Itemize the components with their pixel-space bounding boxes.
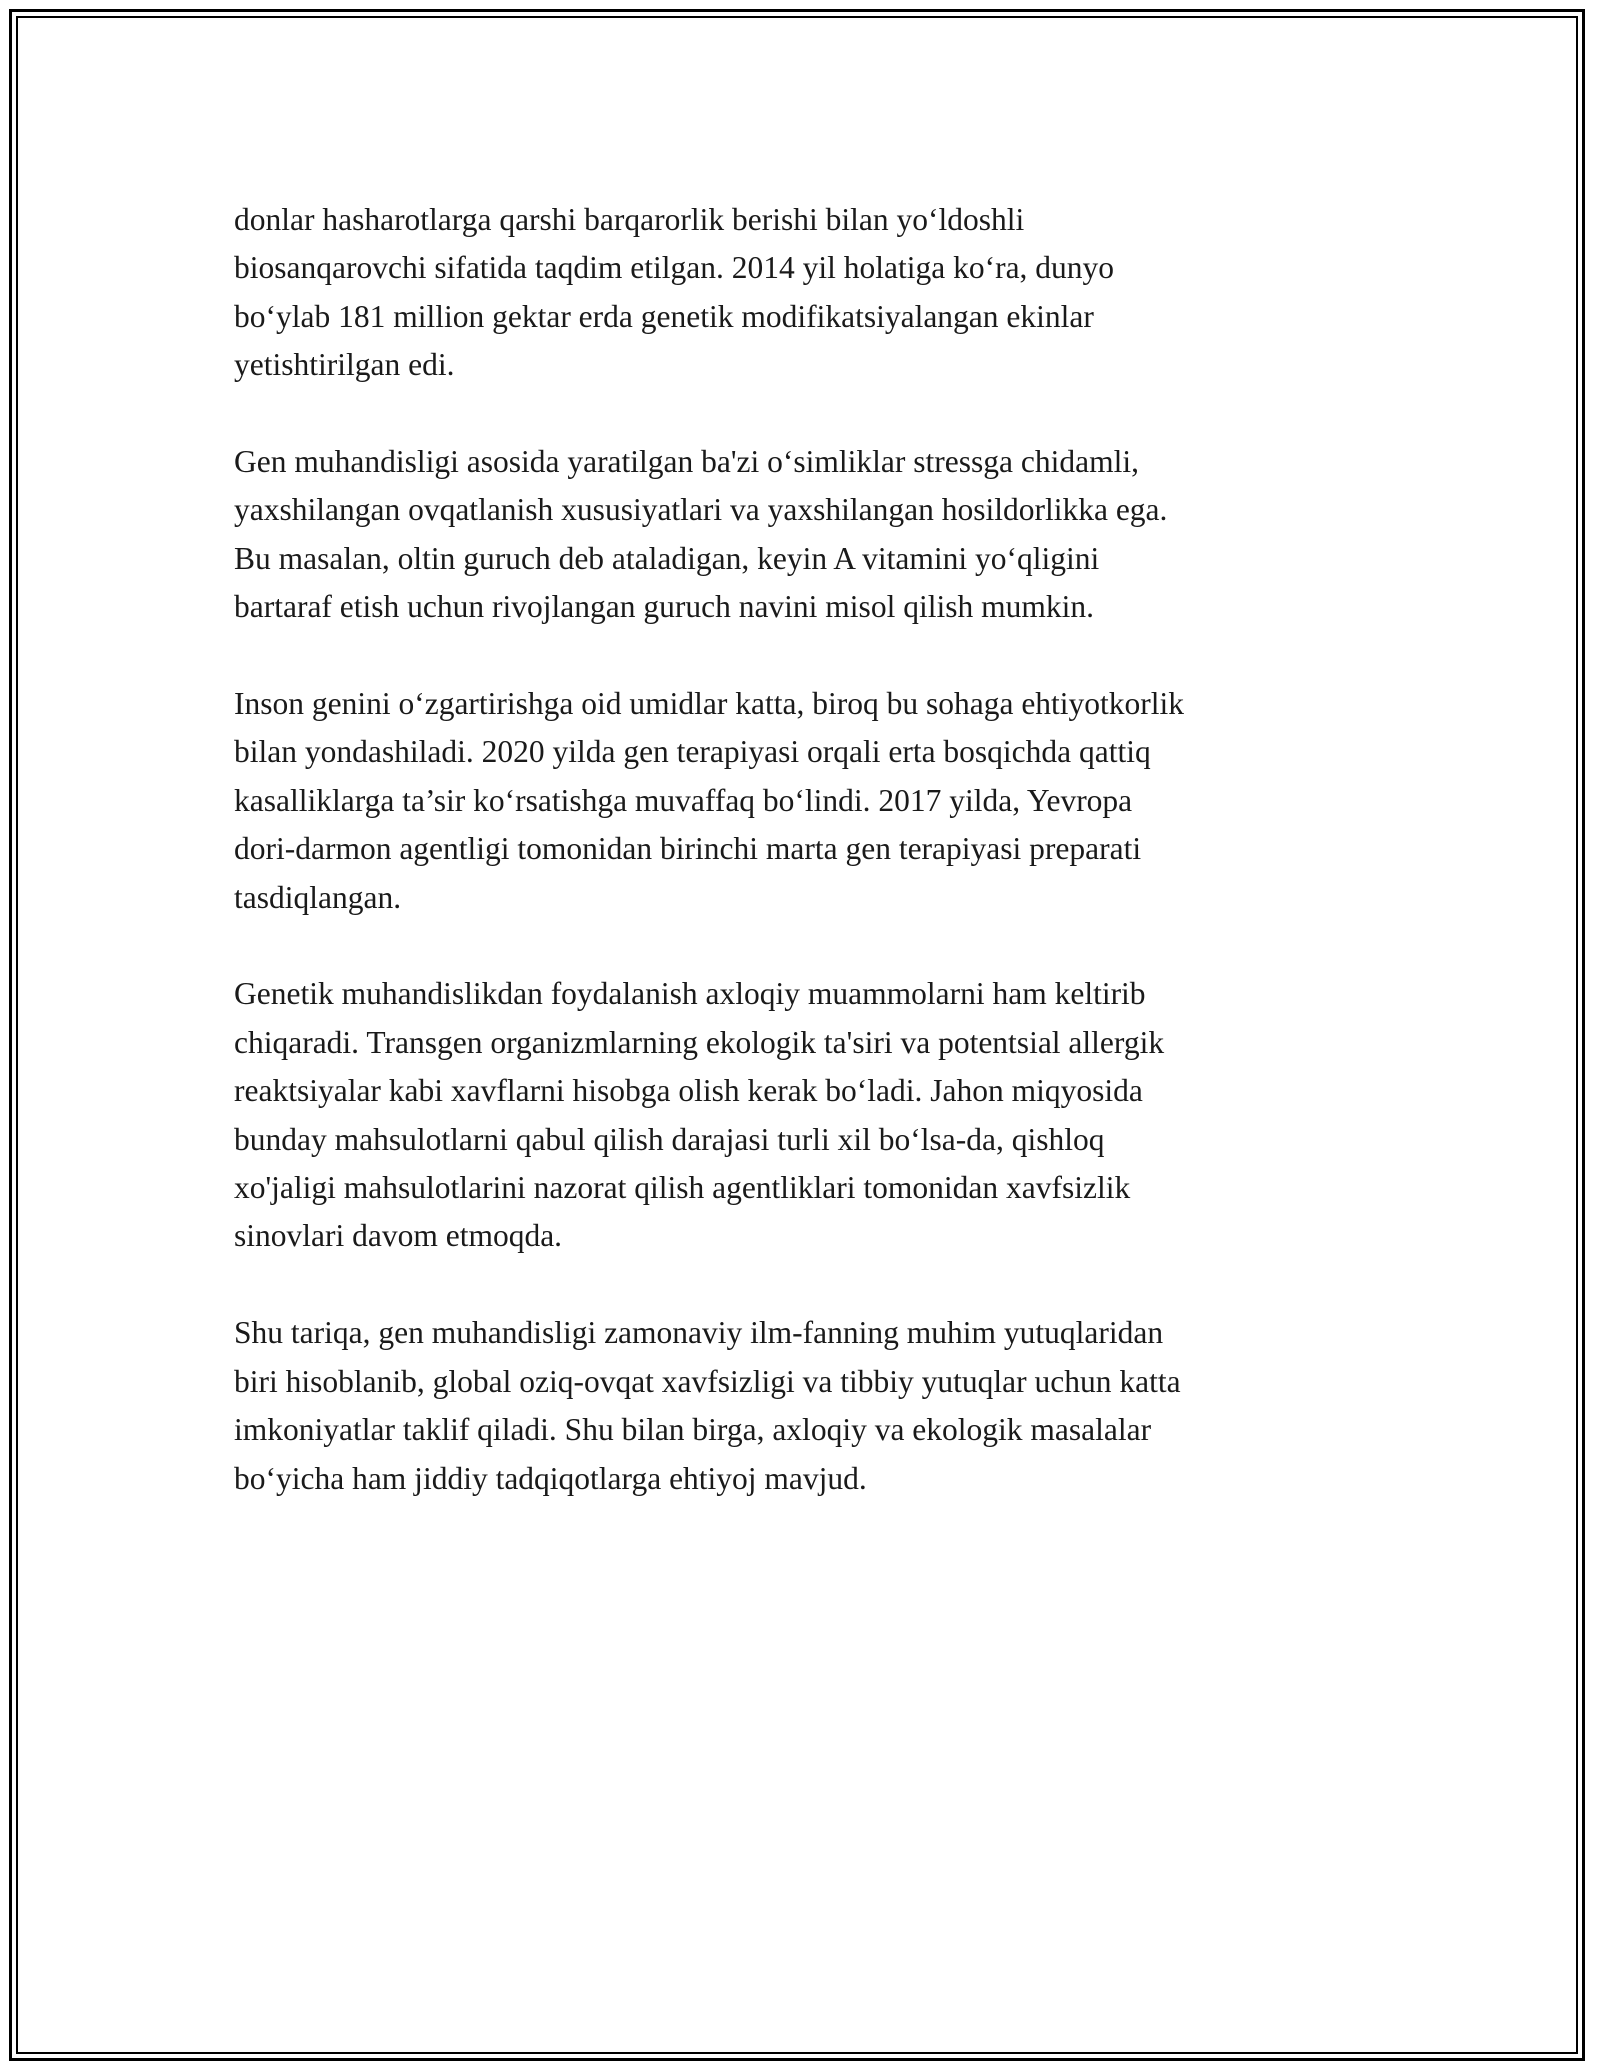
document-page xyxy=(9,9,1585,2061)
text-line: reaktsiyalar kabi xavflarni hisobga olish kerak boʻladi. Jahon miqyosida xyxy=(234,1073,1143,1109)
text-line: yaxshilangan ovqatlanish xususiyatlari va yaxshilangan hosildorlikka ega. xyxy=(234,492,1168,528)
text-line: boʻylab 181 million gektar erda genetik modifikatsiyalangan ekinlar xyxy=(234,298,1094,334)
document-body xyxy=(234,196,1364,1551)
text-line: boʻyicha ham jiddiy tadqiqotlarga ehtiyoj mavjud. xyxy=(234,1460,867,1496)
text-line: yetishtirilgan edi. xyxy=(234,347,455,383)
paragraph-4 xyxy=(234,970,1364,1260)
text-line: biri hisoblanib, global oziq-ovqat xavfsizligi va tibbiy yutuqlar uchun katta xyxy=(234,1363,1181,1399)
text-line: bartaraf etish uchun rivojlangan guruch navini misol qilish mumkin. xyxy=(234,589,1094,625)
text-line: bunday mahsulotlarni qabul qilish darajasi turli xil boʻlsa-da, qishloq xyxy=(234,1121,1105,1157)
text-line: xo'jaligi mahsulotlarini nazorat qilish agentliklari tomonidan xavfsizlik xyxy=(234,1170,1131,1206)
text-line: biosanqarovchi sifatida taqdim etilgan. 2014 yil holatiga koʻra, dunyo xyxy=(234,250,1115,286)
text-line: tasdiqlangan. xyxy=(234,879,402,915)
text-line: Inson genini oʻzgartirishga oid umidlar katta, biroq bu sohaga ehtiyotkorlik xyxy=(234,686,1185,722)
paragraph-5 xyxy=(234,1309,1364,1503)
text-line: donlar hasharotlarga qarshi barqarorlik berishi bilan yoʻldoshli xyxy=(234,202,1025,237)
paragraph-3 xyxy=(234,680,1364,922)
text-line: dori-darmon agentligi tomonidan birinchi marta gen terapiyasi preparati xyxy=(234,831,1142,867)
text-line: sinovlari davom etmoqda. xyxy=(234,1218,563,1254)
text-line: kasalliklarga ta’sir koʻrsatishga muvaffaq boʻlindi. 2017 yilda, Yevropa xyxy=(234,782,1133,818)
paragraph-1 xyxy=(234,196,1364,390)
text-line: Shu tariqa, gen muhandisligi zamonaviy ilm-fanning muhim yutuqlaridan xyxy=(234,1315,1164,1351)
text-line: chiqaradi. Transgen organizmlarning ekologik ta'siri va potentsial allergik xyxy=(234,1024,1165,1060)
text-line: imkoniyatlar taklif qiladi. Shu bilan birga, axloqiy va ekologik masalalar xyxy=(234,1412,1152,1448)
text-line: Genetik muhandislikdan foydalanish axloqiy muammolarni ham keltirib xyxy=(234,976,1146,1012)
text-line: Bu masalan, oltin guruch deb ataladigan, keyin A vitamini yoʻqligini xyxy=(234,540,1100,576)
text-line: Gen muhandisligi asosida yaratilgan ba'zi oʻsimliklar stressga chidamli, xyxy=(234,444,1139,480)
text-line: bilan yondashiladi. 2020 yilda gen terapiyasi orqali erta bosqichda qattiq xyxy=(234,734,1151,770)
paragraph-2 xyxy=(234,438,1364,632)
